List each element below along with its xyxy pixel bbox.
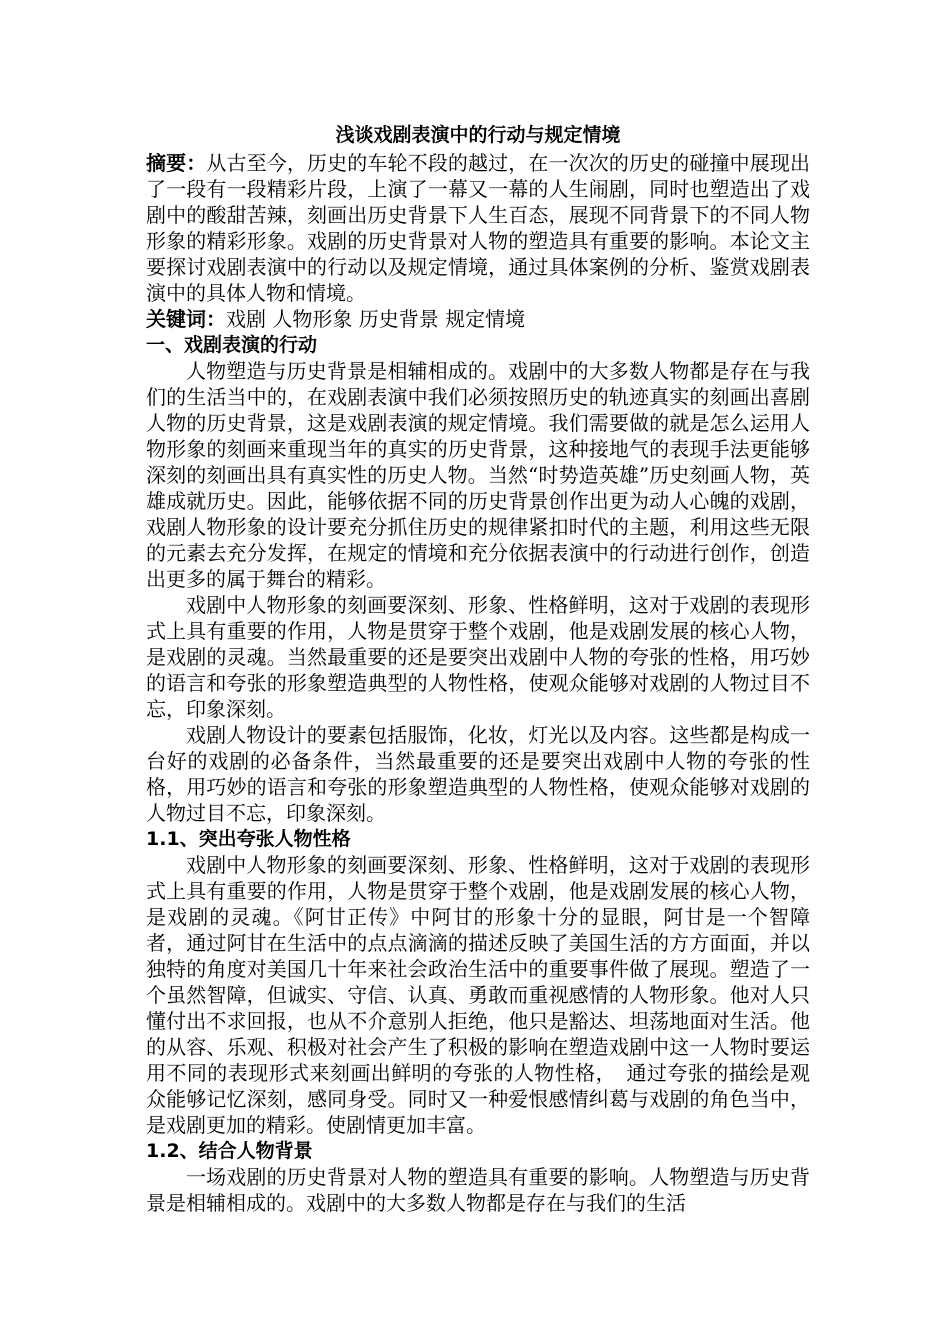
- keywords-text: 戏剧 人物形象 历史背景 规定情境: [226, 307, 526, 331]
- body-paragraph: 一场戏剧的历史背景对人物的塑造具有重要的影响。人物塑造与历史背景是相辅相成的。戏剧中的大多数人物都是存在与我们的生活: [146, 1165, 810, 1215]
- abstract-label: 摘要：: [146, 151, 207, 175]
- keywords-label: 关键词：: [146, 307, 226, 331]
- document-page: [146, 120, 810, 1216]
- body-paragraph: 戏剧中人物形象的刻画要深刻、形象、性格鲜明，这对于戏剧的表现形式上具有重要的作用，人物是贯穿于整个戏剧，他是戏剧发展的核心人物，是戏剧的灵魂。当然最重要的还是要突出戏剧中人物的夸张的性格，用巧妙的语言和夸张的形象塑造典型的人物性格，使观众能够对戏剧的人物过目不忘，印象深刻。: [146, 593, 810, 721]
- section-heading-1-2: 1.2、结合人物背景: [146, 1140, 313, 1162]
- abstract-text: 从古至今，历史的车轮不段的越过，在一次次的历史的碰撞中展现出了一段有一段精彩片段，上演了一幕又一幕的人生闹剧，同时也塑造出了戏剧中的酸甜苦辣，刻画出历史背景下人生百态，展现不同背景下的不同人物形象的精彩形象。戏剧的历史背景对人物的塑造具有重要的影响。本论文主要探讨戏剧表演中的行动以及规定情境，通过具体案例的分析、鉴赏戏剧表演中的具体人物和情境。: [146, 151, 810, 305]
- body-paragraph: 戏剧中人物形象的刻画要深刻、形象、性格鲜明，这对于戏剧的表现形式上具有重要的作用，人物是贯穿于整个戏剧，他是戏剧发展的核心人物，是戏剧的灵魂。《阿甘正传》中阿甘的形象十分的显眼，阿甘是一个智障者，通过阿甘在生活中的点点滴滴的描述反映了美国生活的方方面面，并以独特的角度对美国几十年来社会政治生活中的重要事件做了展现。塑造了一个虽然智障，但诚实、守信、认真、勇敢而重视感情的人物形象。他对人只懂付出不求回报，也从不介意别人拒绝，他只是豁达、坦荡地面对生活。他的从容、乐观、积极对社会产生了积极的影响在塑造戏剧中这一人物时要运用不同的表现形式来刻画出鲜明的夸张的人物性格， 通过夸张的描绘是观众能够记忆深刻，感同身受。同时又一种爱恨感情纠葛与戏剧的角色当中，是戏剧更加的精彩。使剧情更加丰富。: [146, 853, 810, 1137]
- abstract-paragraph: [146, 150, 810, 306]
- section-heading-1: 一、戏剧表演的行动: [146, 334, 318, 356]
- body-paragraph: 戏剧人物设计的要素包括服饰，化妆，灯光以及内容。这些都是构成一台好的戏剧的必备条件，当然最重要的还是要突出戏剧中人物的夸张的性格，用巧妙的语言和夸张的形象塑造典型的人物性格，使观众能够对戏剧的人物过目不忘，印象深刻。: [146, 723, 810, 825]
- keywords-paragraph: [146, 306, 810, 332]
- document-title: 浅谈戏剧表演中的行动与规定情境: [335, 124, 621, 146]
- section-heading-1-1: 1.1、突出夸张人物性格: [146, 828, 351, 850]
- body-paragraph: 人物塑造与历史背景是相辅相成的。戏剧中的大多数人物都是存在与我们的生活当中的，在戏剧表演中我们必须按照历史的轨迹真实的刻画出喜剧人物的历史背景，这是戏剧表演的规定情境。我们需要做的就是怎么运用人物形象的刻画来重现当年的真实的历史背景，这种接地气的表现手法更能够深刻的刻画出具有真实性的历史人物。当然“时势造英雄”历史刻画人物，英雄成就历史。因此，能够依据不同的历史背景创作出更为动人心魄的戏剧，戏剧人物形象的设计要充分抓住历史的规律紧扣时代的主题，利用这些无限的元素去充分发挥，在规定的情境和充分依据表演中的行动进行创作，创造出更多的属于舞台的精彩。: [146, 359, 810, 591]
